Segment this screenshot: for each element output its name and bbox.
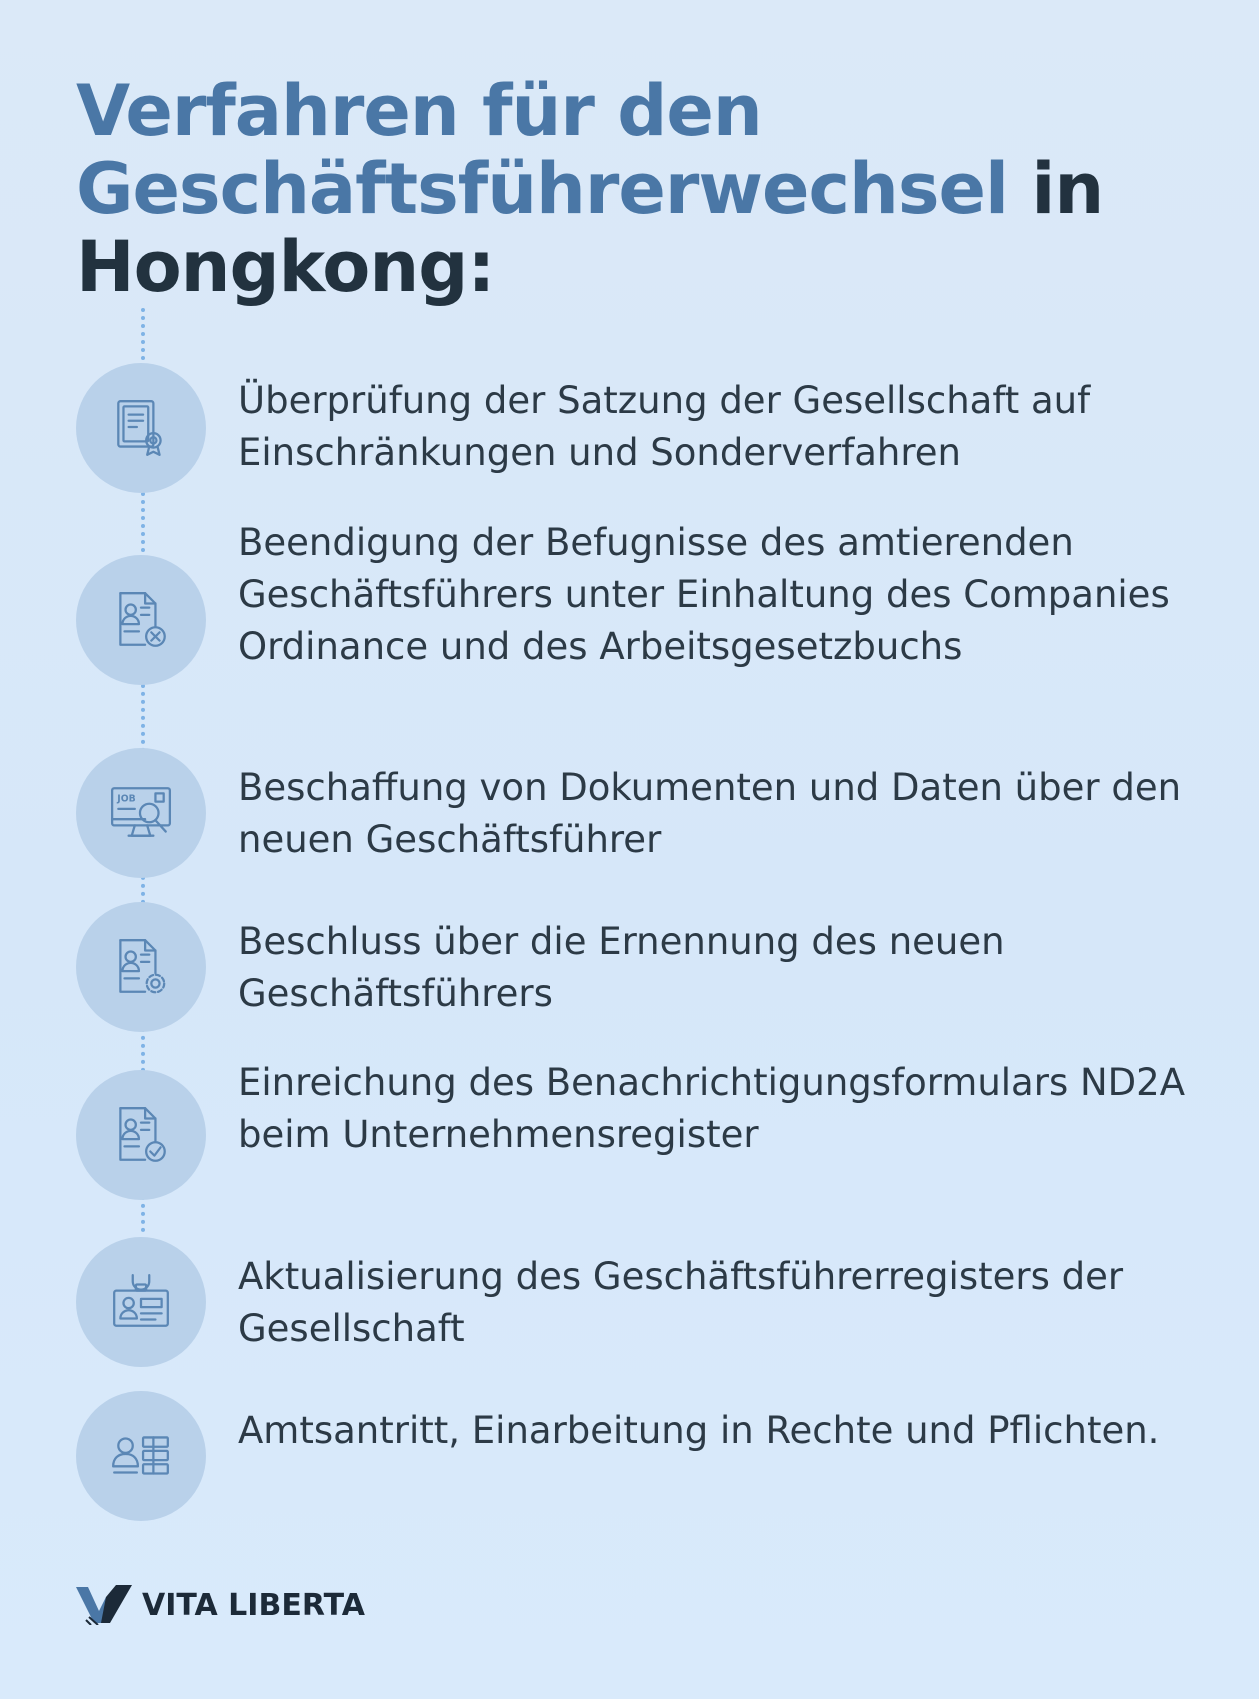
- profile-document-remove-icon: [108, 587, 174, 653]
- svg-text:JOB: JOB: [117, 793, 136, 805]
- vita-liberta-logo-icon: [76, 1585, 132, 1625]
- user-list-icon: [108, 1423, 174, 1489]
- step-5-icon-circle: [76, 1070, 206, 1200]
- step-7-icon-circle: [76, 1391, 206, 1521]
- step-6-text: Aktualisierung des Geschäftsführerregisters der Gesellschaft: [238, 1255, 1124, 1350]
- brand-footer: [76, 1584, 365, 1626]
- certificate-icon: [108, 395, 174, 461]
- title-rest-inline: in: [1008, 148, 1104, 230]
- step-4-icon-circle: [76, 902, 206, 1032]
- step-5-text: Einreichung des Benachrichtigungsformulars ND2A beim Unternehmensregister: [238, 1061, 1186, 1156]
- step-7-text: Amtsantritt, Einarbeitung in Rechte und Pflichten.: [238, 1409, 1160, 1452]
- step-3-icon-circle: [76, 748, 206, 878]
- step-1-icon-circle: [76, 363, 206, 493]
- id-badge-icon: [108, 1269, 174, 1335]
- step-1-text: Überprüfung der Satzung der Gesellschaft auf Einschränkungen und Sonderverfahren: [238, 379, 1091, 474]
- title-rest-line: Hongkong:: [76, 226, 495, 308]
- job-search-monitor-icon: [108, 780, 174, 846]
- brand-name: VITA LIBERTA: [142, 1587, 365, 1623]
- step-4-text: Beschluss über die Ernennung des neuen Geschäftsführers: [238, 920, 1005, 1015]
- step-2-text: Beendigung der Befugnisse des amtierenden Geschäftsführers unter Einhaltung des Companies Ordinance und des Arbeitsgesetzbuchs: [238, 521, 1170, 668]
- page-title: [76, 72, 1196, 306]
- title-highlight: Verfahren für den Geschäftsführerwechsel: [76, 70, 1008, 230]
- profile-document-settings-icon: [108, 934, 174, 1000]
- profile-document-check-icon: [108, 1102, 174, 1168]
- step-2-icon-circle: [76, 555, 206, 685]
- step-3-text: Beschaffung von Dokumenten und Daten über den neuen Geschäftsführer: [238, 766, 1182, 861]
- step-6-icon-circle: [76, 1237, 206, 1367]
